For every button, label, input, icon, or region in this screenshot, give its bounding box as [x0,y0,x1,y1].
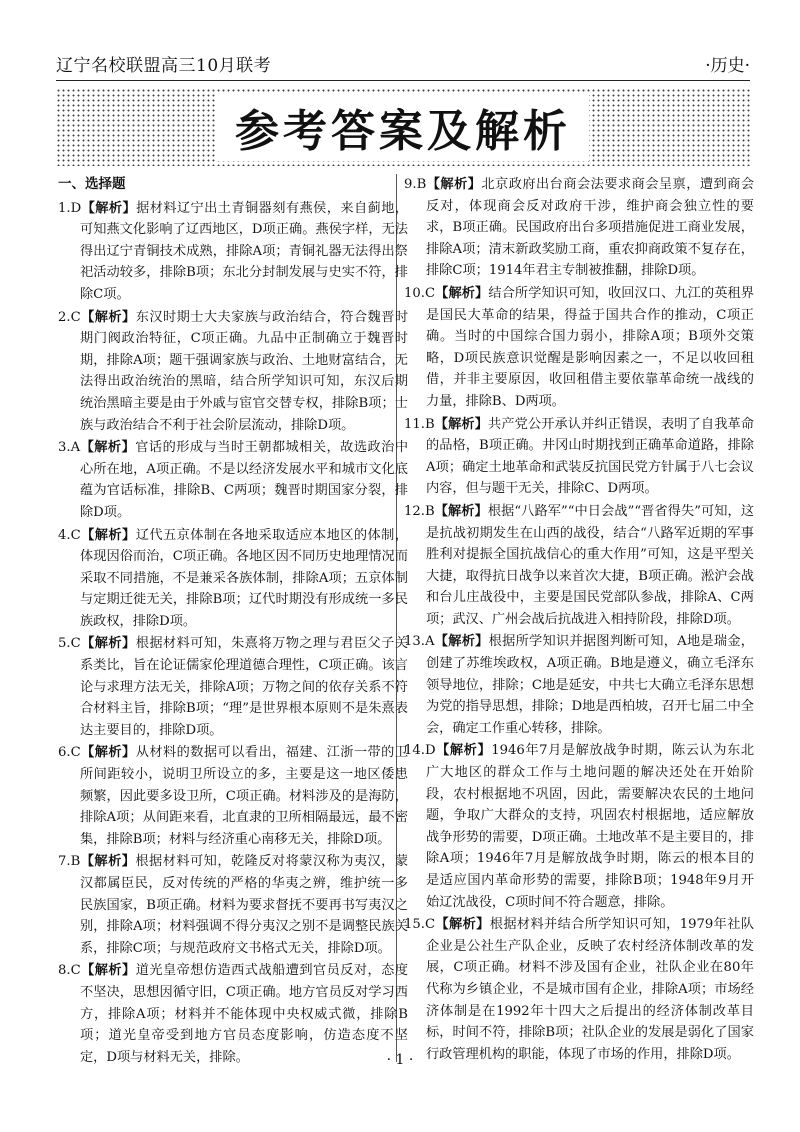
answer-item: 9.B【解析】北京政府出台商会法要求商会呈禀，遭到商会反对，体现商会反对政府干涉，维护商会独立性的要求，B项正确。民国政府出台多项措施促进工商业发展，排除A项；清末新政奖励工商，重农抑商政策不复存在，排除C项；1914年君主专制被推翻，排除D项。 [404,177,755,279]
answer-item: 14.D【解析】1946年7月是解放战争时期，陈云认为东北广大地区的群众工作与土地问题的解决还处在开始阶段，农村根据地不巩固，因此，需要解决农民的土地问题，争取广大群众的支持，巩固农村根据地，适应解放战争形势的需要，D项正确。土地改革不是主要目的，排除A项；1946年7月是解放战争时期，陈云的根本目的是适应国内革命形势的需要，排除B项；1948年9月开始辽沈战役，C项时间不符合题意，排除。 [404,743,755,910]
answer-item: 12.B【解析】根据“八路军”“中日会战”“晋省得失”可知，这是抗战初期发生在山西的战役，结合“八路军近期的军事胜利对提振全国抗战信心的重大作用”可知，这是平型关大捷，取得抗日战争以来首次大捷，B项正确。淞沪会战和台儿庄战役中，主要是国民党部队参战，排除A、C两项；武汉、广州会战后抗战进入相持阶段，排除D项。 [404,503,755,627]
left-column [58,174,408,1069]
page-number: · 1 · [386,1052,414,1068]
answer-item: 10.C【解析】结合所学知识可知，收回汉口、九江的英租界是国民大革命的结果，得益于国共合作的推动，C项正确。当时的中国综合国力弱小，排除A项；B项外交策略，D项民族意识觉醒是影响因素之一，不足以收回租借，并非主要原因，收回租借主要依靠革命统一战线的力量，排除B、D两项。 [404,285,755,409]
answer-item: 8.C【解析】道光皇帝想仿造西式战船遭到官员反对，态度不坚决，思想因循守旧，C项正确。地方官员反对学习西方，排除A项；材料并不能体现中央权威式微，排除B项；道光皇帝受到地方官员态度影响，仿造态度不坚定，D项与材料无关，排除。 [58,963,409,1065]
answer-item: 3.A【解析】官话的形成与当时王朝都城相关，故选政治中心所在地，A项正确。不是以经济发展水平和城市文化底蕴为官话标准，排除B、C两项；魏晋时期国家分裂，排除D项。 [58,440,409,520]
section-title: 一、选择题 [58,176,126,192]
page-header [56,46,750,81]
answer-item: 15.C【解析】根据材料并结合所学知识可知，1979年社队企业是公社生产队企业，反映了农村经济体制改革的发展，C项正确。材料不涉及国有企业，社队企业在80年代称为乡镇企业，不是城市国有企业，排除A项；市场经济体制是在1992年十四大之后提出的经济体制改革目标，时间不符，排除B项；社队企业的发展是弱化了国家行政管理机构的职能，体现了市场的作用，排除D项。 [404,917,755,1062]
answer-item: 1.D【解析】据材料辽宁出土青铜器刻有燕侯，来自蓟地，可知燕文化影响了辽西地区，D项正确。燕侯字样，无法得出辽宁青铜技术成熟，排除A项；青铜礼器无法得出祭祀活动较多，排除B项；东北分封制发展与史实不符，排除C项。 [58,200,409,302]
right-column [404,174,754,1066]
answer-item: 6.C【解析】从材料的数据可以看出，福建、江浙一带的卫所间距较小，说明卫所设立的多，主要是这一地区倭患频繁，因此要多设卫所，C项正确。材料涉及的是海防，排除A项；从间距来看，北直隶的卫所相隔最远，最不密集，排除B项；材料与经济重心南移无关，排除D项。 [58,745,409,847]
answer-item: 2.C【解析】东汉时期士大夫家族与政治结合，符合魏晋时期门阀政治特征，C项正确。九品中正制确立于魏晋时期，排除A项；题干强调家族与政治、土地财富结合，无法得出政治统治的黑暗，结合所学知识可知，东汉后期统治黑暗主要是由于外戚与宦官交替专权，排除B项；士族与政治结合不利于社会阶层流动，排除D项。 [58,309,409,433]
answer-item: 7.B【解析】根据材料可知，乾隆反对将蒙汉称为夷汉，蒙汉都属臣民，反对传统的严格的华夷之辨，维护统一多民族国家，B项正确。材料为要求督抚不要再书写夷汉之别，排除A项；材料强调不得分夷汉之别不是调整民族关系，排除C项；与规范政府文书格式无关，排除D项。 [58,854,409,956]
subject-label: ·历史· [705,56,750,76]
banner-title: 参考答案及解析 [217,93,589,161]
answer-item: 13.A【解析】根据所学知识并据图判断可知，A地是瑞金，创建了苏维埃政权，A项正确。B地是遵义，确立毛泽东领导地位，排除；C地是延安，中共七大确立毛泽东思想为党的指导思想，排除；D地是西柏坡，召开七届二中全会，确定工作重心转移，排除。 [404,634,754,736]
exam-title: 辽宁名校联盟高三10月联考 [56,56,272,76]
title-banner [56,88,750,166]
answer-item: 5.C【解析】根据材料可知，朱熹将万物之理与君臣父子关系类比，旨在论证儒家伦理道德合理性，C项正确。该言论与求理方法无关，排除A项；万物之间的依存关系不符合材料主旨，排除B项；“理”是世界根本原则不是朱熹表达主要目的，排除D项。 [58,636,409,738]
answer-item: 11.B【解析】共产党公开承认并纠正错误，表明了自我革命的品格，B项正确。井冈山时期找到正确革命道路，排除A项；确定土地革命和武装反抗国民党方针属于八七会议内容，但与题干无关，排除C、D两项。 [404,416,755,497]
answer-item: 4.C【解析】辽代五京体制在各地采取适应本地区的体制，体现因俗而治，C项正确。各地区因不同历史地理情况而采取不同措施，不是兼采各族体制，排除A项；五京体制与定期迁徙无关，排除B项；辽代时期没有形成统一多民族政权，排除D项。 [58,527,409,629]
